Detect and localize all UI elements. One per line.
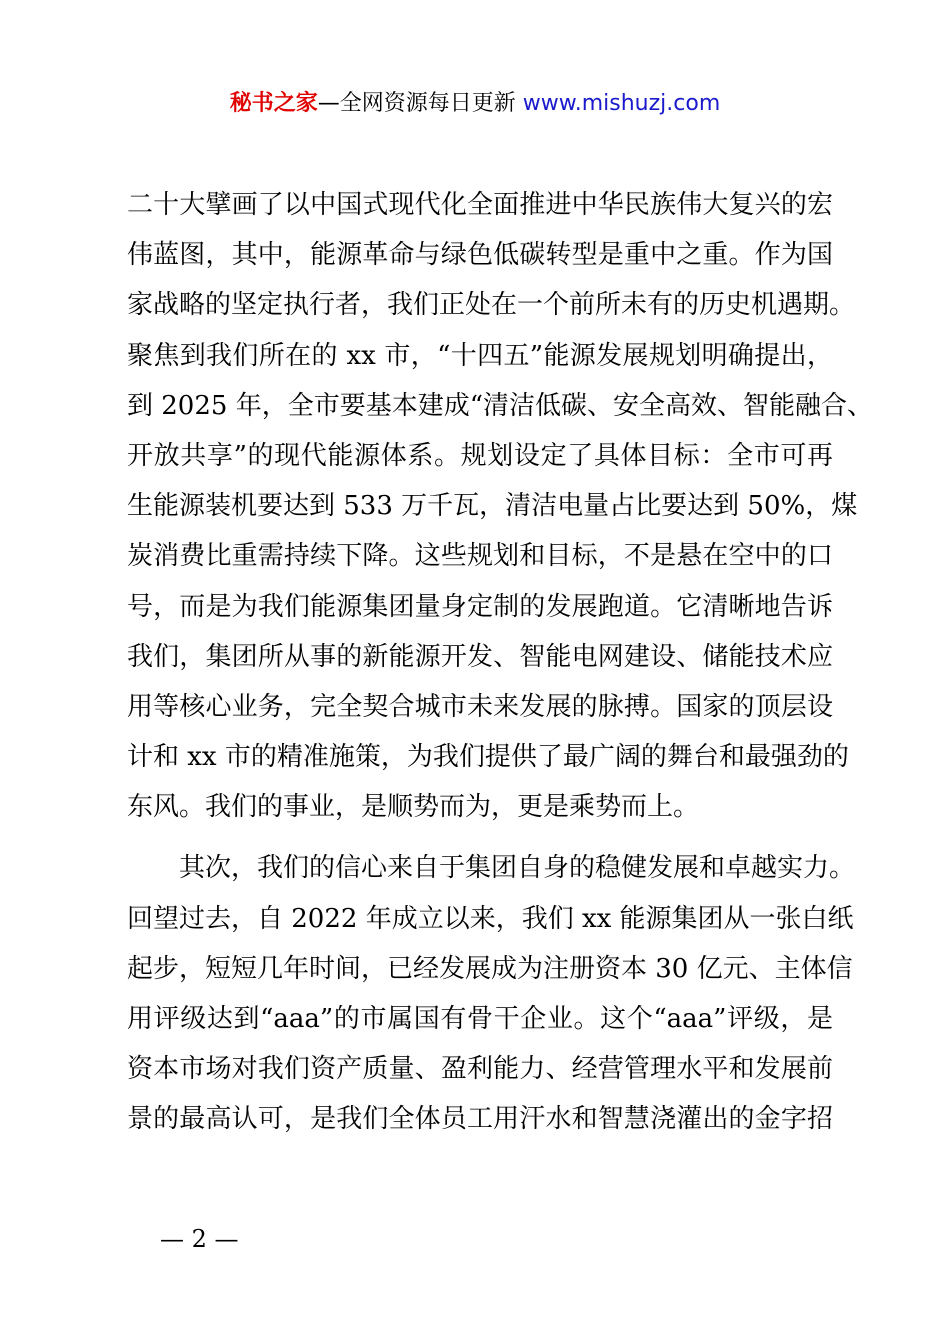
text-line: 景的最高认可，是我们全体员工用汗水和智慧浇灌出的金字招 <box>127 1104 833 1135</box>
text-line: 二十大擘画了以中国式现代化全面推进中华民族伟大复兴的宏 <box>127 190 833 220</box>
text-line: 东风。我们的事业，是顺势而为，更是乘势而上。 <box>127 792 700 823</box>
text-line: 生能源装机要达到 533 万千瓦，清洁电量占比要达到 50%，煤 <box>127 491 858 522</box>
text-line: 我们，集团所从事的新能源开发、智能电网建设、储能技术应 <box>127 641 833 672</box>
text-line: 其次，我们的信心来自于集团自身的稳健发展和卓越实力。 <box>179 853 856 884</box>
text-line: 用评级达到“aaa”的市属国有骨干企业。这个“aaa”评级，是 <box>127 1004 833 1034</box>
text-line: 家战略的坚定执行者，我们正处在一个前所未有的历史机遇期。 <box>127 290 856 321</box>
text-line: 资本市场对我们资产质量、盈利能力、经营管理水平和发展前 <box>127 1054 833 1085</box>
text-line: 起步，短短几年时间，已经发展成为注册资本 30 亿元、主体信 <box>127 953 853 984</box>
text-line: 号，而是为我们能源集团量身定制的发展跑道。它清晰地告诉 <box>127 591 833 622</box>
text-line: 聚焦到我们所在的 xx 市，“十四五”能源发展规划明确提出， <box>127 340 833 371</box>
paragraph-2 <box>127 843 856 1144</box>
site-header <box>0 88 950 120</box>
text-line: 炭消费比重需持续下降。这些规划和目标，不是悬在空中的口 <box>127 541 833 572</box>
brand-name: 秘书之家 <box>229 91 318 116</box>
header-slogan: —全网资源每日更新 <box>317 91 516 116</box>
text-line: 回望过去，自 2022 年成立以来，我们 xx 能源集团从一张白纸 <box>127 903 854 934</box>
text-line: 开放共享”的现代能源体系。规划设定了具体目标：全市可再 <box>127 440 833 471</box>
site-url-link[interactable]: www.mishuzj.com <box>522 91 721 116</box>
text-line: 用等核心业务，完全契合城市未来发展的脉搏。国家的顶层设 <box>127 691 833 722</box>
document-body <box>127 180 873 1145</box>
text-line: 计和 xx 市的精准施策，为我们提供了最广阔的舞台和最强劲的 <box>127 742 849 773</box>
text-line: 到 2025 年，全市要基本建成“清洁低碳、安全高效、智能融合、 <box>127 390 873 421</box>
paragraph-1 <box>127 180 873 832</box>
page-number: — 2 — <box>160 1225 239 1253</box>
paragraph-spacer <box>127 832 833 843</box>
text-line: 伟蓝图，其中，能源革命与绿色低碳转型是重中之重。作为国 <box>127 240 833 271</box>
